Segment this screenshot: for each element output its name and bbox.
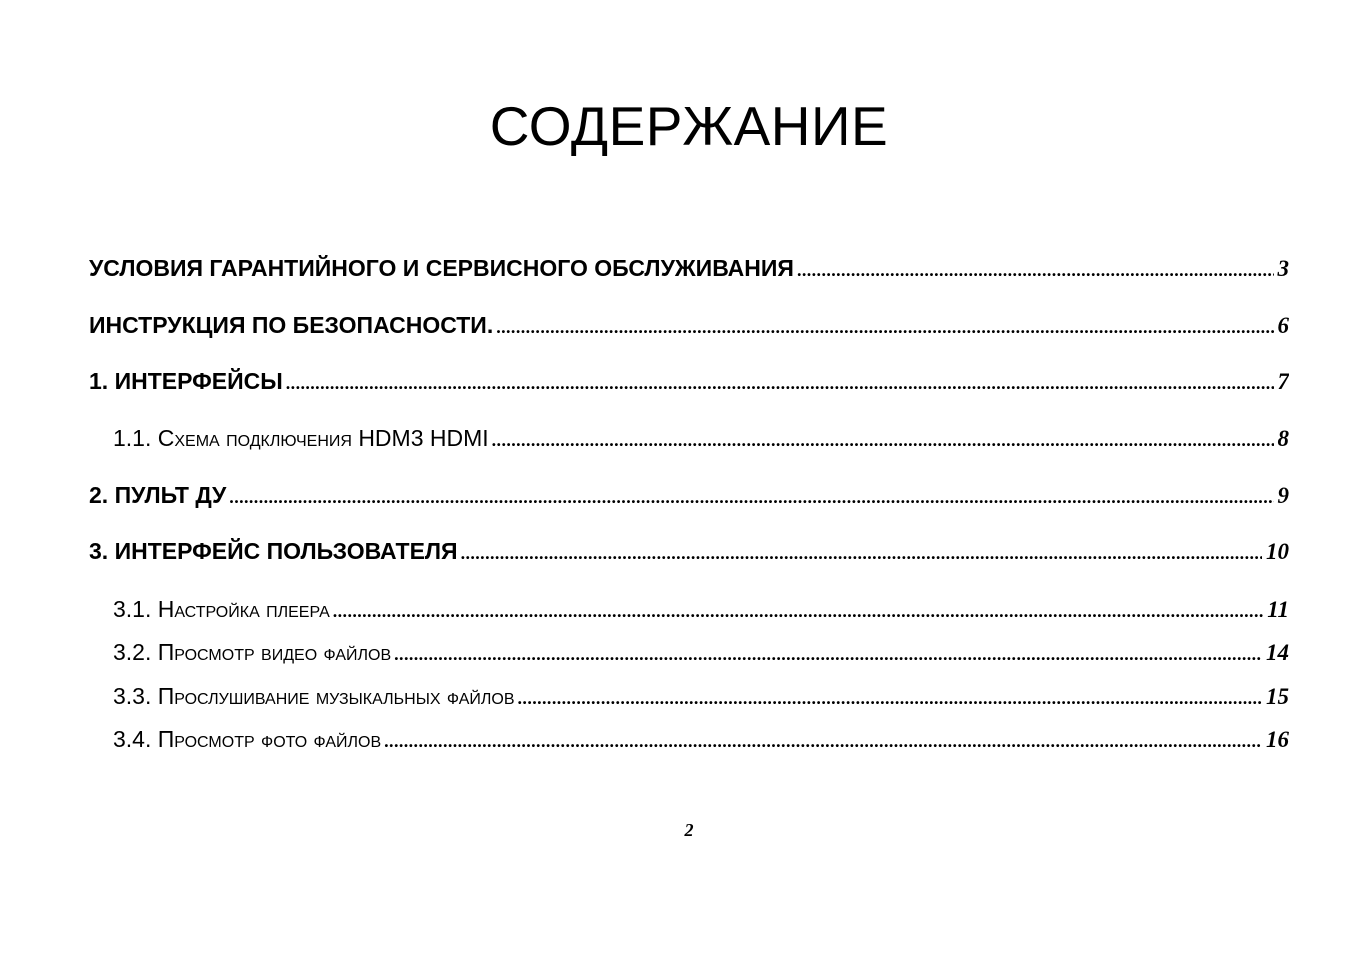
toc-dot-leader (394, 644, 1262, 665)
toc-entry-label: УСЛОВИЯ ГАРАНТИЙНОГО И СЕРВИСНОГО ОБСЛУЖИВАНИЯ (89, 255, 794, 281)
toc-entry-label: 3. ИНТЕРФЕЙС ПОЛЬЗОВАТЕЛЯ (89, 538, 458, 564)
toc-page-number: 8 (1277, 426, 1289, 451)
toc-entry-label: 2. ПУЛЬТ ДУ (89, 482, 227, 508)
toc-page-number: 6 (1277, 313, 1289, 338)
toc-entry-warranty[interactable] (89, 255, 1289, 285)
toc-entry-label: 3.4. Просмотр фото файлов (113, 726, 382, 752)
toc-dot-leader (229, 487, 1273, 508)
toc-entry-video-files[interactable] (113, 639, 1289, 669)
toc-entry-connection-diagram[interactable] (113, 425, 1289, 455)
toc-entry-safety[interactable] (89, 312, 1289, 342)
toc-page-number: 7 (1277, 369, 1289, 394)
toc-dot-leader (286, 373, 1274, 394)
toc-page-number: 16 (1266, 727, 1289, 752)
toc-entry-label: 3.1. Настройка плеера (113, 596, 330, 622)
toc-entry-label: 1.1. Схема подключения HDM3 HDMI (113, 425, 489, 451)
toc-dot-leader (492, 430, 1274, 451)
toc-dot-leader (384, 731, 1262, 752)
toc-entry-remote-control[interactable] (89, 482, 1289, 512)
toc-dot-leader (461, 543, 1262, 564)
toc-page-number: 14 (1266, 640, 1289, 665)
toc-dot-leader (518, 688, 1262, 709)
toc-entry-photo-files[interactable] (113, 726, 1289, 756)
toc-entry-label: 3.3. Прослушивание музыкальных файлов (113, 683, 515, 709)
toc-entry-user-interface[interactable] (89, 538, 1289, 568)
toc-page-number: 3 (1277, 256, 1289, 281)
toc-entry-music-files[interactable] (113, 683, 1289, 713)
page-title: СОДЕРЖАНИЕ (489, 95, 889, 157)
toc-page-number: 11 (1267, 597, 1289, 622)
toc-entry-player-settings[interactable] (113, 596, 1289, 626)
toc-page-number: 9 (1277, 483, 1289, 508)
toc-dot-leader (496, 317, 1273, 338)
toc-page-number: 15 (1266, 684, 1289, 709)
page-number: 2 (684, 820, 694, 840)
toc-entry-interfaces[interactable] (89, 368, 1289, 398)
toc-entry-label: 1. ИНТЕРФЕЙСЫ (89, 368, 283, 394)
toc-page-number: 10 (1266, 539, 1289, 564)
toc-dot-leader (333, 601, 1264, 622)
toc-dot-leader (797, 260, 1274, 281)
toc-entry-label: ИНСТРУКЦИЯ ПО БЕЗОПАСНОСТИ. (89, 312, 494, 338)
toc-entry-label: 3.2. Просмотр видео файлов (113, 639, 392, 665)
